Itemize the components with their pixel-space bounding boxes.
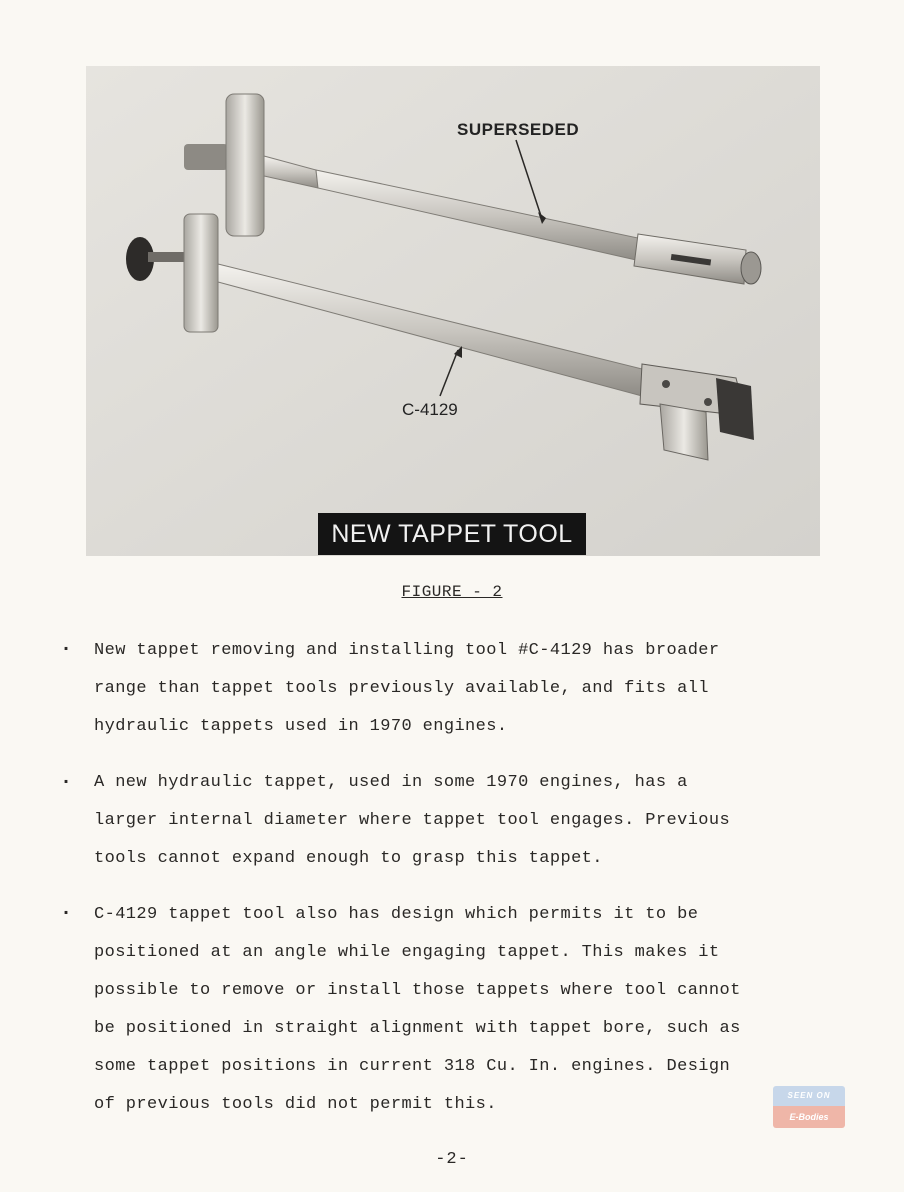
watermark-top-text: SEEN ON [773, 1086, 845, 1106]
text-line: be positioned in straight alignment with tappet bore, such as [94, 1019, 741, 1038]
page-number: -2- [435, 1150, 469, 1169]
text-line: larger internal diameter where tappet tool engages. Previous [94, 811, 731, 830]
text-line: A new hydraulic tappet, used in some 1970 engines, has a [94, 773, 688, 792]
figure-caption-text: FIGURE - 2 [401, 583, 503, 601]
watermark-bottom-text: E-Bodies [773, 1106, 845, 1128]
text-line: possible to remove or install those tappets where tool cannot [94, 981, 741, 1000]
text-line: hydraulic tappets used in 1970 engines. [94, 717, 508, 736]
figure-caption [0, 583, 904, 601]
text-line: positioned at an angle while engaging tappet. This makes it [94, 943, 720, 962]
text-line: some tappet positions in current 318 Cu. In. engines. Design [94, 1057, 731, 1076]
bullet-dot: . [60, 767, 73, 790]
text-line: C-4129 tappet tool also has design which permits it to be [94, 905, 699, 924]
superseded-label: SUPERSEDED [457, 120, 580, 139]
text-line: range than tappet tools previously available, and fits all [94, 679, 709, 698]
c4129-label: C-4129 [402, 400, 458, 419]
bullet-dot: . [60, 634, 73, 657]
bullet-paragraph [94, 632, 834, 746]
text-line: of previous tools did not permit this. [94, 1095, 497, 1114]
tool-photograph [86, 66, 820, 556]
watermark-logo [773, 1086, 845, 1132]
bullet-dot: . [60, 898, 73, 921]
text-line: tools cannot expand enough to grasp this tappet. [94, 849, 603, 868]
bullet-paragraph [94, 896, 834, 1124]
figure-banner: NEW TAPPET TOOL [318, 513, 586, 555]
bullet-paragraph [94, 764, 834, 878]
text-line: New tappet removing and installing tool #C-4129 has broader [94, 641, 720, 660]
tools-illustration [86, 66, 820, 556]
